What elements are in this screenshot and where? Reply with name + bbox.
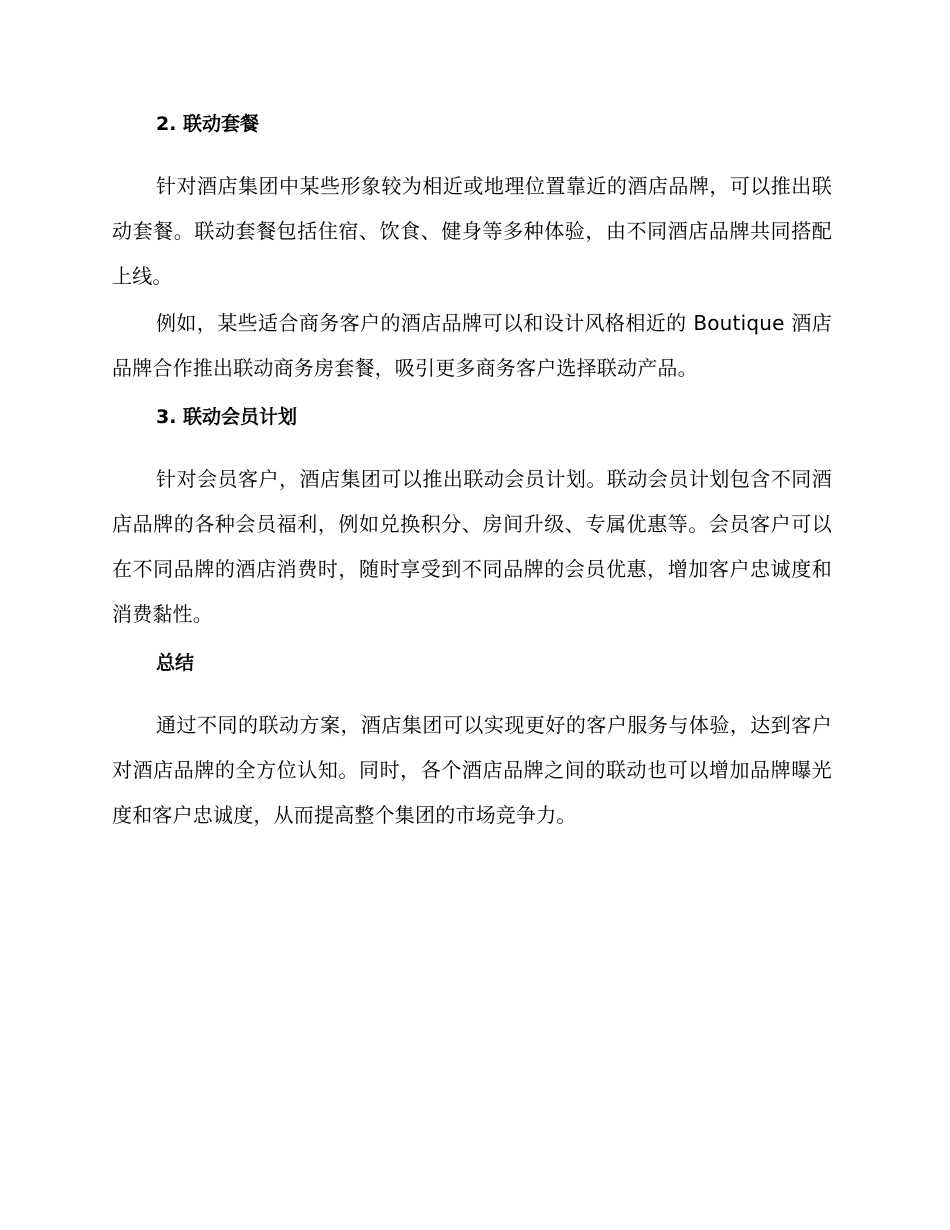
paragraph-summary: 通过不同的联动方案，酒店集团可以实现更好的客户服务与体验，达到客户对酒店品牌的全方位认知。同时，各个酒店品牌之间的联动也可以增加品牌曝光度和客户忠诚度，从而提高整个集团的市场竞争力。 bbox=[112, 713, 832, 827]
paragraph-bundle-example: 例如，某些适合商务客户的酒店品牌可以和设计风格相近的 Boutique 酒店品牌合作推出联动商务房套餐，吸引更多商务客户选择联动产品。 bbox=[112, 311, 832, 380]
paragraph-member-program: 针对会员客户，酒店集团可以推出联动会员计划。联动会员计划包含不同酒店品牌的各种会员福利，例如兑换积分、房间升级、专属优惠等。会员客户可以在不同品牌的酒店消费时，随时享受到不同品牌的会员优惠，增加客户忠诚度和消费黏性。 bbox=[112, 467, 832, 626]
section-heading-summary: 总结 bbox=[156, 652, 195, 674]
document-body bbox=[112, 110, 832, 840]
section-heading-bundle-package: 2. 联动套餐 bbox=[156, 113, 260, 135]
paragraph-bundle-intro: 针对酒店集团中某些形象较为相近或地理位置靠近的酒店品牌，可以推出联动套餐。联动套餐包括住宿、饮食、健身等多种体验，由不同酒店品牌共同搭配上线。 bbox=[112, 174, 832, 288]
section-heading-member-program: 3. 联动会员计划 bbox=[156, 406, 298, 428]
